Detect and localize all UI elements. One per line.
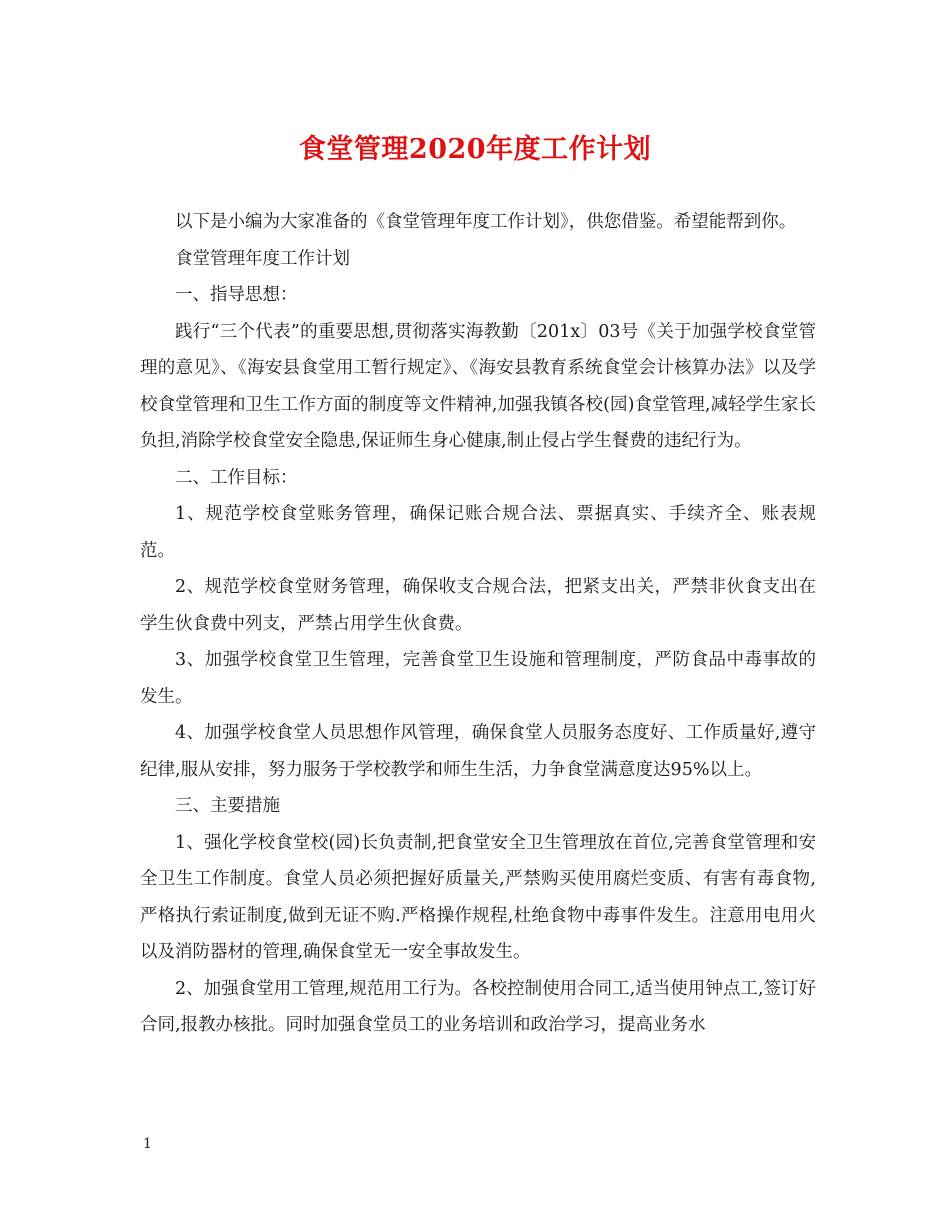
section-heading-main-measures: 三、主要措施 bbox=[175, 796, 280, 816]
goal-item-3: 3、加强学校食堂卫生管理，完善食堂卫生设施和管理制度，严防食品中毒事故的发生。 bbox=[140, 650, 816, 707]
goal-item-4: 4、加强学校食堂人员思想作风管理，确保食堂人员服务态度好、工作质量好,遵守纪律,服从安排，努力服务于学校教学和师生生活，力争食堂满意度达95%以上。 bbox=[140, 723, 816, 780]
section-heading-guiding-ideology: 一、指导思想： bbox=[175, 285, 298, 305]
document-body bbox=[140, 204, 816, 1044]
page-number: 1 bbox=[143, 1136, 152, 1152]
measure-item-2: 2、加强食堂用工管理,规范用工行为。各校控制使用合同工,适当使用钟点工,签订好合同,报教办核批。同时加强食堂员工的业务培训和政治学习，提高业务水 bbox=[140, 978, 816, 1035]
intro-paragraph: 以下是小编为大家准备的《食堂管理年度工作计划》，供您借鉴。希望能帮到你。 bbox=[175, 212, 797, 232]
subtitle-paragraph: 食堂管理年度工作计划 bbox=[175, 248, 350, 269]
goal-item-2: 2、规范学校食堂财务管理，确保收支合规合法，把紧支出关，严禁非伙食支出在学生伙食费中列支，严禁占用学生伙食费。 bbox=[140, 577, 816, 634]
guiding-ideology-paragraph: 践行“三个代表”的重要思想,贯彻落实海教勤〔201x〕03号《关于加强学校食堂管理的意见》、《海安县食堂用工暂行规定》、《海安县教育系统食堂会计核算办法》以及学校食堂管理和卫生工作方面的制度等文件精神,加强我镇各校(园)食堂管理,减轻学生家长负担,消除学校食堂安全隐患,保证师生身心健康,制止侵占学生餐费的违纪行为。 bbox=[140, 321, 816, 451]
document-title: 食堂管理2020年度工作计划 bbox=[298, 134, 652, 165]
section-heading-work-goals: 二、工作目标： bbox=[175, 467, 298, 488]
measure-item-1: 1、强化学校食堂校(园)长负责制,把食堂安全卫生管理放在首位,完善食堂管理和安全卫生工作制度。食堂人员必须把握好质量关,严禁购买使用腐烂变质、有害有毒食物,严格执行索证制度,做到无证不购.严格操作规程,杜绝食物中毒事件发生。注意用电用火以及消防器材的管理,确保食堂无一安全事故发生。 bbox=[140, 832, 816, 962]
goal-item-1: 1、规范学校食堂账务管理，确保记账合规合法、票据真实、手续齐全、账表规范。 bbox=[140, 504, 816, 561]
